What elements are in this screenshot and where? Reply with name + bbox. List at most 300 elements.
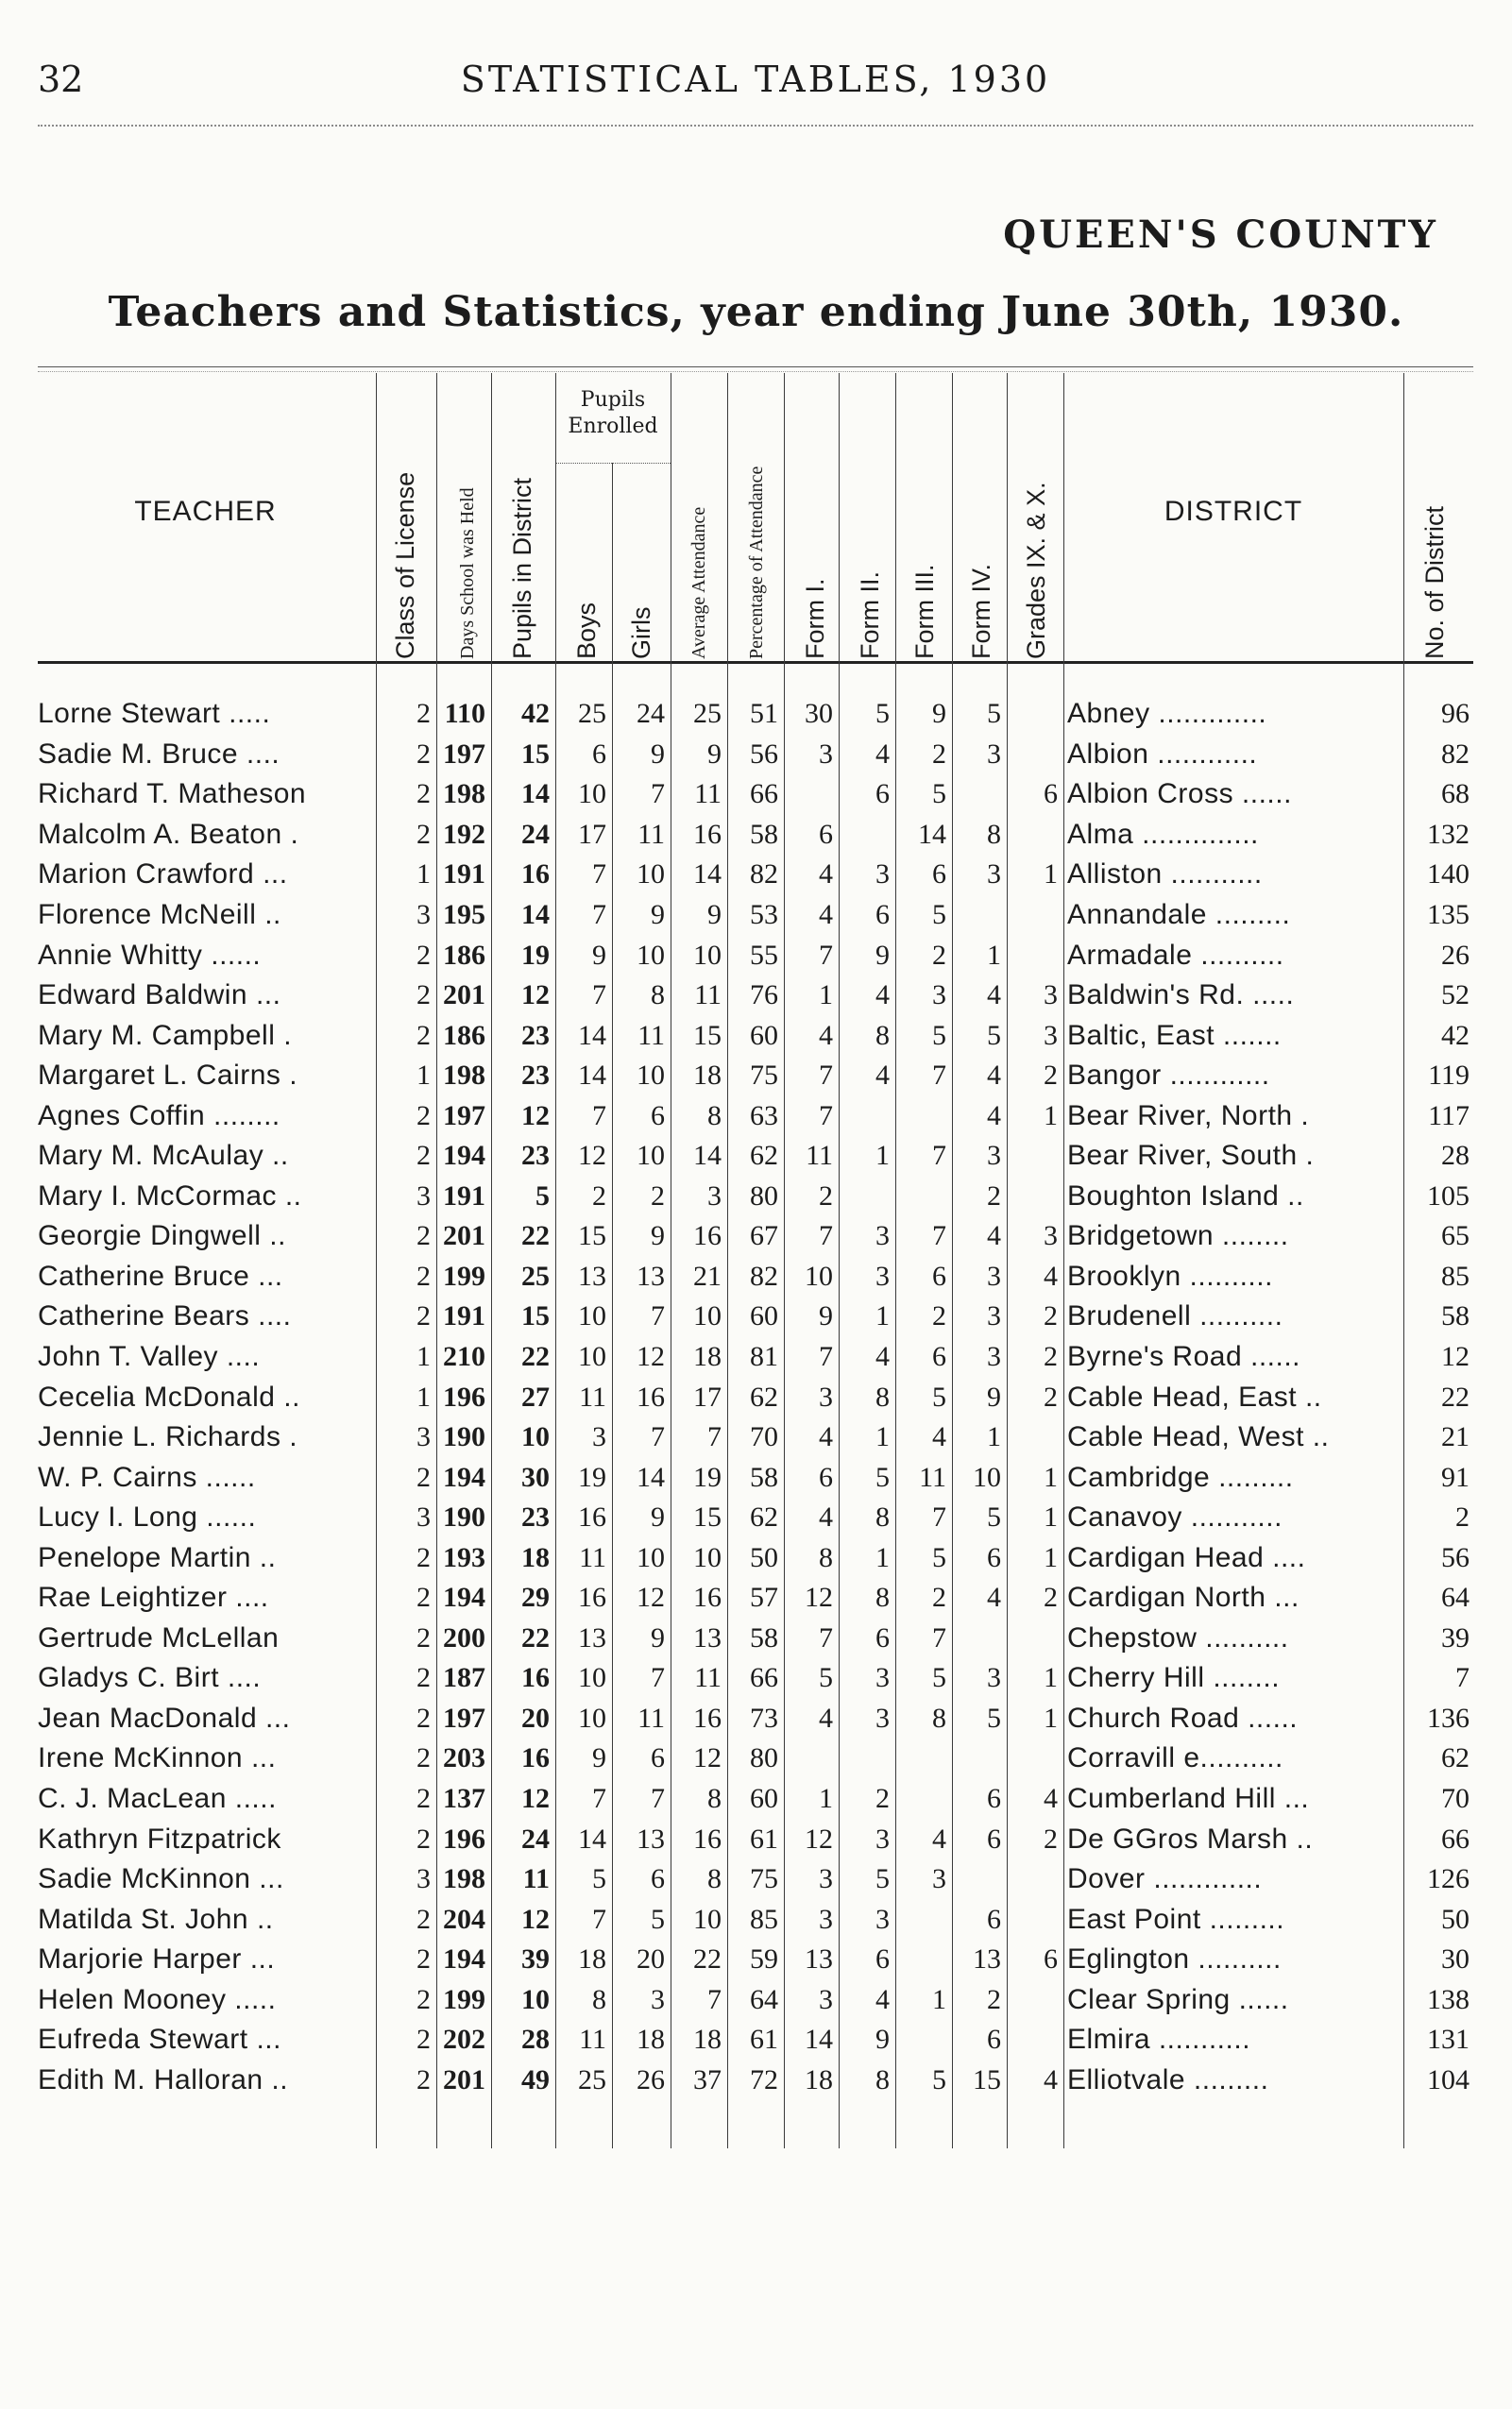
days-school-held: 197	[443, 1702, 485, 1734]
form-2-count: 4	[875, 979, 890, 1011]
form-3-count: 6	[932, 858, 946, 891]
girls-enrolled: 7	[651, 1783, 665, 1815]
running-head	[38, 59, 1473, 115]
district-name: Boughton Island ..	[1067, 1179, 1304, 1212]
average-attendance: 18	[693, 2024, 722, 2056]
form-4-count	[952, 774, 1007, 815]
teacher-name: Agnes Coffin ........	[38, 1099, 280, 1131]
form-1-count: 7	[819, 939, 833, 971]
form-4-count: 5	[987, 1702, 1001, 1734]
form-1-count: 11	[806, 1140, 833, 1172]
class-of-license: 1	[416, 1060, 431, 1092]
boys-enrolled: 8	[592, 1983, 606, 2015]
table-row	[38, 1899, 1473, 1940]
days-school-held: 191	[443, 858, 485, 891]
girls-enrolled: 2	[651, 1179, 665, 1212]
pupils-enrolled-rule	[555, 463, 671, 464]
percentage-attendance: 82	[750, 858, 778, 891]
teacher-statistics-table	[38, 694, 1473, 2100]
class-of-license: 3	[416, 1501, 431, 1534]
class-of-license: 2	[416, 1702, 431, 1734]
form-2-count: 8	[875, 1381, 890, 1413]
boys-enrolled: 9	[592, 939, 606, 971]
table-row	[38, 1779, 1473, 1820]
teacher-name: Florence McNeill ..	[38, 899, 281, 930]
district-number: 140	[1427, 858, 1470, 891]
teacher-name: Lucy I. Long ......	[38, 1501, 257, 1534]
average-attendance: 9	[707, 899, 722, 930]
average-attendance: 10	[693, 1903, 722, 1935]
form-4-count: 3	[987, 738, 1001, 770]
percentage-attendance: 60	[750, 1783, 778, 1815]
form-4-count: 6	[987, 1783, 1001, 1815]
form-2-count: 8	[875, 1019, 890, 1051]
average-attendance: 14	[693, 858, 722, 891]
pupils-in-district: 28	[521, 2024, 550, 2056]
form-4-count: 6	[987, 2024, 1001, 2056]
class-of-license: 2	[416, 1983, 431, 2015]
average-attendance: 15	[693, 1019, 722, 1051]
boys-enrolled: 10	[578, 1702, 606, 1734]
grades-ix-x-count: 2	[1044, 1060, 1058, 1092]
form-3-count: 7	[932, 1621, 946, 1654]
grades-ix-x-count	[1007, 935, 1063, 975]
girls-enrolled: 3	[651, 1983, 665, 2015]
girls-enrolled: 7	[651, 1662, 665, 1694]
average-attendance: 16	[693, 1220, 722, 1252]
days-school-held: 110	[444, 698, 485, 730]
class-of-license: 2	[416, 1019, 431, 1051]
average-attendance: 16	[693, 818, 722, 850]
form-3-count	[895, 1177, 952, 1217]
grades-ix-x-count: 3	[1044, 1220, 1058, 1252]
average-attendance: 10	[693, 939, 722, 971]
form-1-count: 18	[805, 2063, 833, 2095]
form-3-count: 5	[932, 899, 946, 930]
form-3-count: 8	[932, 1702, 946, 1734]
district-name: Brooklyn ..........	[1067, 1260, 1273, 1292]
table-row	[38, 1457, 1473, 1498]
boys-enrolled: 25	[578, 2063, 606, 2095]
boys-enrolled: 12	[578, 1140, 606, 1172]
percentage-attendance: 75	[750, 1060, 778, 1092]
girls-enrolled: 6	[651, 1742, 665, 1774]
district-number: 105	[1427, 1179, 1470, 1212]
teacher-name: W. P. Cairns ......	[38, 1461, 256, 1493]
district-number: 136	[1427, 1702, 1470, 1734]
grades-ix-x-count: 2	[1044, 1381, 1058, 1413]
district-name: Annandale .........	[1067, 899, 1291, 930]
district-name: Armadale ..........	[1067, 939, 1284, 971]
district-name: Baldwin's Rd. .....	[1067, 979, 1295, 1011]
girls-enrolled: 10	[637, 1140, 665, 1172]
boys-enrolled: 14	[578, 1019, 606, 1051]
form-1-count: 4	[819, 1501, 833, 1534]
boys-enrolled: 18	[578, 1943, 606, 1976]
pupils-in-district: 19	[521, 939, 550, 971]
pupils-in-district: 22	[521, 1621, 550, 1654]
average-attendance: 21	[693, 1260, 722, 1292]
percentage-attendance: 80	[750, 1179, 778, 1212]
average-attendance: 16	[693, 1702, 722, 1734]
form-4-count: 6	[987, 1823, 1001, 1855]
grades-ix-x-count	[1007, 1859, 1063, 1900]
district-name: Baltic, East .......	[1067, 1019, 1282, 1051]
header-district: DISTRICT	[1164, 496, 1303, 527]
form-3-count: 3	[932, 979, 946, 1011]
table-row	[38, 1177, 1473, 1217]
form-4-count: 6	[987, 1541, 1001, 1573]
form-4-count: 3	[987, 858, 1001, 891]
table-row	[38, 1699, 1473, 1739]
table-row	[38, 895, 1473, 936]
form-1-count: 7	[819, 1621, 833, 1654]
pupils-in-district: 49	[521, 2063, 550, 2095]
form-1-count: 4	[819, 1019, 833, 1051]
table-top-rule	[38, 366, 1473, 367]
boys-enrolled: 13	[578, 1260, 606, 1292]
form-4-count: 3	[987, 1341, 1001, 1373]
table-row	[38, 1498, 1473, 1538]
girls-enrolled: 11	[637, 1702, 665, 1734]
district-number: 62	[1441, 1742, 1470, 1774]
header-pupils-in-district: Pupils in District	[508, 477, 536, 659]
form-3-count: 2	[932, 1300, 946, 1332]
form-4-count: 3	[987, 1662, 1001, 1694]
form-2-count: 1	[875, 1300, 890, 1332]
class-of-license: 2	[416, 778, 431, 810]
average-attendance: 17	[693, 1381, 722, 1413]
form-3-count: 5	[932, 1541, 946, 1573]
header-days-school-held: Days School was Held	[457, 487, 478, 659]
pupils-in-district: 22	[521, 1220, 550, 1252]
district-number: 7	[1455, 1662, 1470, 1694]
percentage-attendance: 80	[750, 1742, 778, 1774]
pupils-in-district: 25	[521, 1260, 550, 1292]
form-4-count	[952, 895, 1007, 936]
average-attendance: 12	[693, 1742, 722, 1774]
class-of-license: 2	[416, 939, 431, 971]
header-boys: Boys	[572, 602, 601, 659]
table-row	[38, 2020, 1473, 2061]
form-3-count: 2	[932, 1582, 946, 1614]
form-4-count: 4	[987, 1582, 1001, 1614]
district-number: 119	[1428, 1060, 1470, 1092]
header-bottom-rule	[38, 661, 1473, 664]
district-name: Eglington ..........	[1067, 1943, 1282, 1976]
table-row	[38, 1216, 1473, 1257]
table-row	[38, 1417, 1473, 1458]
district-name: Cable Head, East ..	[1067, 1381, 1322, 1413]
class-of-license: 1	[416, 858, 431, 891]
class-of-license: 2	[416, 1662, 431, 1694]
days-school-held: 194	[443, 1140, 485, 1172]
teacher-name: Mary M. McAulay ..	[38, 1140, 289, 1172]
days-school-held: 137	[443, 1783, 485, 1815]
district-name: Bangor ............	[1067, 1060, 1270, 1092]
class-of-license: 2	[416, 1783, 431, 1815]
boys-enrolled: 7	[592, 858, 606, 891]
class-of-license: 1	[416, 1341, 431, 1373]
district-name: Corravill e..........	[1067, 1742, 1283, 1774]
header-girls: Girls	[627, 606, 655, 659]
grades-ix-x-count: 6	[1044, 778, 1058, 810]
district-number: 58	[1441, 1300, 1470, 1332]
teacher-name: Catherine Bruce ...	[38, 1260, 283, 1292]
district-number: 85	[1441, 1260, 1470, 1292]
table-row	[38, 1337, 1473, 1378]
table-row	[38, 1578, 1473, 1619]
form-1-count: 3	[819, 1381, 833, 1413]
form-2-count	[839, 1177, 895, 1217]
percentage-attendance: 57	[750, 1582, 778, 1614]
pupils-in-district: 24	[521, 818, 550, 850]
grades-ix-x-count: 4	[1044, 2063, 1058, 2095]
average-attendance: 11	[694, 778, 722, 810]
class-of-license: 3	[416, 1863, 431, 1895]
form-1-count: 7	[819, 1341, 833, 1373]
form-4-count: 6	[987, 1903, 1001, 1935]
pupils-in-district: 12	[521, 1099, 550, 1131]
class-of-license: 2	[416, 1943, 431, 1976]
teacher-name: Sadie McKinnon ...	[38, 1863, 284, 1895]
header-rule	[38, 125, 1473, 127]
district-name: Abney .............	[1067, 698, 1267, 730]
percentage-attendance: 55	[750, 939, 778, 971]
boys-enrolled: 11	[579, 2024, 606, 2056]
pupils-in-district: 5	[535, 1179, 550, 1212]
district-number: 131	[1427, 2024, 1470, 2056]
days-school-held: 201	[443, 1220, 485, 1252]
district-name: Cherry Hill ........	[1067, 1662, 1281, 1694]
form-1-count: 3	[819, 1863, 833, 1895]
form-1-count: 6	[819, 818, 833, 850]
boys-enrolled: 16	[578, 1582, 606, 1614]
table-row	[38, 1739, 1473, 1779]
form-3-count: 6	[932, 1341, 946, 1373]
percentage-attendance: 62	[750, 1140, 778, 1172]
grades-ix-x-count: 1	[1044, 858, 1058, 891]
class-of-license: 2	[416, 1461, 431, 1493]
table-row	[38, 855, 1473, 895]
form-4-count: 3	[987, 1260, 1001, 1292]
days-school-held: 196	[443, 1823, 485, 1855]
boys-enrolled: 17	[578, 818, 606, 850]
teacher-name: Sadie M. Bruce ....	[38, 738, 280, 770]
days-school-held: 186	[443, 1019, 485, 1051]
average-attendance: 37	[693, 2063, 722, 2095]
form-4-count: 15	[973, 2063, 1001, 2095]
district-name: Church Road ......	[1067, 1702, 1299, 1734]
days-school-held: 194	[443, 1582, 485, 1614]
pupils-in-district: 12	[521, 979, 550, 1011]
days-school-held: 190	[443, 1501, 485, 1534]
girls-enrolled: 10	[637, 939, 665, 971]
average-attendance: 10	[693, 1300, 722, 1332]
form-1-count: 13	[805, 1943, 833, 1976]
days-school-held: 195	[443, 899, 485, 930]
table-row	[38, 1257, 1473, 1298]
form-1-count: 4	[819, 1702, 833, 1734]
boys-enrolled: 9	[592, 1742, 606, 1774]
form-3-count	[895, 1779, 952, 1820]
form-3-count: 5	[932, 2063, 946, 2095]
teacher-name: Margaret L. Cairns .	[38, 1060, 298, 1092]
average-attendance: 7	[707, 1983, 722, 2015]
form-4-count: 4	[987, 1060, 1001, 1092]
girls-enrolled: 10	[637, 1060, 665, 1092]
percentage-attendance: 75	[750, 1863, 778, 1895]
percentage-attendance: 73	[750, 1702, 778, 1734]
percentage-attendance: 76	[750, 979, 778, 1011]
district-number: 91	[1441, 1461, 1470, 1493]
average-attendance: 15	[693, 1501, 722, 1534]
days-school-held: 198	[443, 1060, 485, 1092]
form-1-count: 10	[805, 1260, 833, 1292]
teacher-name: Gertrude McLellan	[38, 1621, 280, 1654]
form-4-count: 3	[987, 1140, 1001, 1172]
form-2-count: 1	[875, 1140, 890, 1172]
average-attendance: 10	[693, 1541, 722, 1573]
girls-enrolled: 18	[637, 2024, 665, 2056]
form-4-count	[952, 1859, 1007, 1900]
girls-enrolled: 13	[637, 1260, 665, 1292]
district-name: East Point .........	[1067, 1903, 1285, 1935]
pupils-in-district: 11	[522, 1863, 550, 1895]
grades-ix-x-count	[1007, 2020, 1063, 2061]
header-form-2: Form II.	[856, 571, 884, 659]
pupils-in-district: 27	[521, 1381, 550, 1413]
county-heading: QUEEN'S COUNTY	[1003, 212, 1438, 257]
form-2-count: 9	[875, 939, 890, 971]
form-1-count: 30	[805, 698, 833, 730]
form-1-count: 8	[819, 1541, 833, 1573]
form-4-count: 2	[987, 1983, 1001, 2015]
pupils-in-district: 23	[521, 1019, 550, 1051]
days-school-held: 196	[443, 1381, 485, 1413]
pupils-in-district: 10	[521, 1983, 550, 2015]
form-2-count: 8	[875, 2063, 890, 2095]
form-2-count: 4	[875, 1341, 890, 1373]
boys-enrolled: 15	[578, 1220, 606, 1252]
class-of-license: 3	[416, 899, 431, 930]
district-name: Albion Cross ......	[1067, 778, 1292, 810]
district-name: Bear River, North .	[1067, 1099, 1310, 1131]
form-3-count: 6	[932, 1260, 946, 1292]
girls-enrolled: 7	[651, 778, 665, 810]
percentage-attendance: 63	[750, 1099, 778, 1131]
form-3-count: 14	[918, 818, 946, 850]
form-3-count	[895, 1739, 952, 1779]
form-3-count	[895, 1940, 952, 1980]
grades-ix-x-count	[1007, 1739, 1063, 1779]
header-teacher: TEACHER	[134, 496, 277, 527]
class-of-license: 2	[416, 698, 431, 730]
grades-ix-x-count	[1007, 1417, 1063, 1458]
pupils-in-district: 20	[521, 1702, 550, 1734]
class-of-license: 2	[416, 1903, 431, 1935]
district-number: 126	[1427, 1863, 1470, 1895]
district-number: 65	[1441, 1220, 1470, 1252]
average-attendance: 13	[693, 1621, 722, 1654]
days-school-held: 199	[443, 1983, 485, 2015]
percentage-attendance: 50	[750, 1541, 778, 1573]
form-2-count: 3	[875, 1220, 890, 1252]
form-3-count: 3	[932, 1863, 946, 1895]
form-3-count: 5	[932, 778, 946, 810]
form-1-count	[784, 1739, 839, 1779]
district-number: 135	[1427, 899, 1470, 930]
district-number: 117	[1428, 1099, 1470, 1131]
girls-enrolled: 8	[651, 979, 665, 1011]
form-1-count: 2	[819, 1179, 833, 1212]
pupils-in-district: 23	[521, 1140, 550, 1172]
girls-enrolled: 12	[637, 1582, 665, 1614]
form-2-count: 6	[875, 1621, 890, 1654]
table-row	[38, 1377, 1473, 1417]
form-4-count: 5	[987, 698, 1001, 730]
table-row	[38, 1095, 1473, 1136]
boys-enrolled: 25	[578, 698, 606, 730]
district-name: Alma ..............	[1067, 818, 1259, 850]
teacher-name: Irene McKinnon ...	[38, 1742, 277, 1774]
grades-ix-x-count	[1007, 1980, 1063, 2021]
district-name: Byrne's Road ......	[1067, 1341, 1300, 1373]
class-of-license: 2	[416, 1541, 431, 1573]
form-2-count: 1	[875, 1541, 890, 1573]
boys-enrolled: 10	[578, 778, 606, 810]
boys-enrolled: 11	[579, 1541, 606, 1573]
teacher-name: Annie Whitty ......	[38, 939, 262, 971]
grades-ix-x-count: 2	[1044, 1300, 1058, 1332]
form-4-count: 8	[987, 818, 1001, 850]
district-number: 70	[1441, 1783, 1470, 1815]
teacher-name: Lorne Stewart .....	[38, 698, 271, 730]
days-school-held: 198	[443, 1863, 485, 1895]
form-1-count: 5	[819, 1662, 833, 1694]
district-number: 39	[1441, 1621, 1470, 1654]
pupils-in-district: 29	[521, 1582, 550, 1614]
average-attendance: 3	[707, 1179, 722, 1212]
table-row	[38, 935, 1473, 975]
district-number: 56	[1441, 1541, 1470, 1573]
form-4-count: 13	[973, 1943, 1001, 1976]
average-attendance: 18	[693, 1060, 722, 1092]
grades-ix-x-count	[1007, 1177, 1063, 1217]
table-row	[38, 1537, 1473, 1578]
boys-enrolled: 7	[592, 1783, 606, 1815]
class-of-license: 2	[416, 2024, 431, 2056]
district-number: 66	[1441, 1823, 1470, 1855]
days-school-held: 186	[443, 939, 485, 971]
grades-ix-x-count: 2	[1044, 1341, 1058, 1373]
class-of-license: 2	[416, 979, 431, 1011]
grades-ix-x-count: 1	[1044, 1662, 1058, 1694]
form-4-count: 3	[987, 1300, 1001, 1332]
girls-enrolled: 24	[637, 698, 665, 730]
district-name: Cable Head, West ..	[1067, 1421, 1330, 1453]
pupils-in-district: 23	[521, 1060, 550, 1092]
days-school-held: 192	[443, 818, 485, 850]
class-of-license: 3	[416, 1421, 431, 1453]
teacher-name: Richard T. Matheson	[38, 778, 307, 810]
form-4-count	[952, 1619, 1007, 1659]
table-row	[38, 1297, 1473, 1337]
pupils-in-district: 39	[521, 1943, 550, 1976]
pupils-in-district: 12	[521, 1783, 550, 1815]
form-3-count: 4	[932, 1823, 946, 1855]
average-attendance: 16	[693, 1823, 722, 1855]
